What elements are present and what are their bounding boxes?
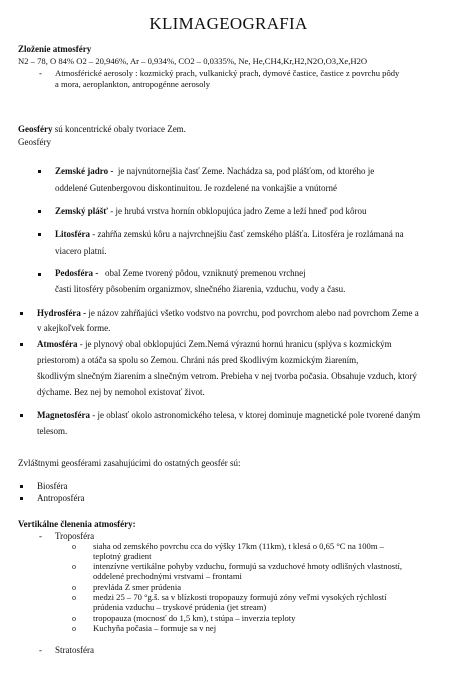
special-item-anthroposphere: Antroposféra bbox=[37, 493, 85, 503]
circle-bullet: o bbox=[72, 593, 76, 602]
tropo-item: Kuchyňa počasia – formuje sa v nej bbox=[93, 623, 217, 633]
gas-composition: N2 – 78, O 84% O2 – 20,946%, Ar – 0,934%, CO2 – 0,0335%, Ne, He,CH4,Kr,H2,N2O,O3,Xe,H2O bbox=[18, 56, 368, 66]
item-text: - zahŕňa zemskú kôru a najvrchnejšiu časť zemského plášťa. Litosféra je rozlámaná na bbox=[92, 229, 404, 239]
item-term: Hydrosféra - bbox=[37, 308, 87, 318]
list-item bbox=[55, 206, 366, 217]
bullet-square bbox=[20, 497, 23, 500]
circle-bullet: o bbox=[72, 583, 76, 592]
tropo-item-continuation: oddelené prechodnými vrstvami – frontami bbox=[93, 571, 242, 581]
item-term: Atmosféra bbox=[37, 339, 78, 349]
list-dash: - bbox=[39, 531, 42, 541]
tropo-item: prevláda Z smer prúdenia bbox=[93, 582, 182, 592]
bullet-square bbox=[38, 233, 41, 236]
item-text: je názov zahŕňajúci všetko vodstvo na povrchu, pod povrchom alebo nad povrchom Zeme a bbox=[88, 308, 419, 318]
list-item-continuation: časti litosféry pôsobením organizmov, slnečného žiarenia, vzduchu, vody a času. bbox=[55, 284, 346, 294]
list-dash: - bbox=[39, 645, 42, 655]
tropo-item-continuation: prúdenia vzduchu – tryskové prúdenia (jet stream) bbox=[93, 602, 267, 612]
item-term: Zemský plášť bbox=[55, 206, 108, 216]
aerosol-line-1: Atmosférické aerosoly : kozmický prach, vulkanický prach, dymové častice, častice z povrchu pôdy bbox=[55, 68, 400, 78]
special-geospheres-text: Zvláštnymi geosférami zasahujúcimi do ostatných geosfér sú: bbox=[18, 458, 241, 468]
geospheres-label: Geosféry bbox=[18, 137, 51, 147]
bullet-square bbox=[20, 485, 23, 488]
bullet-square bbox=[20, 343, 23, 346]
list-item-continuation: dýchame. Bez nej by nemohol existovať život. bbox=[37, 387, 205, 397]
item-term: Zemské jadro - bbox=[55, 166, 114, 176]
list-item-continuation: telesom. bbox=[37, 426, 68, 436]
bullet-square bbox=[38, 210, 41, 213]
list-item bbox=[55, 268, 306, 279]
geospheres-intro-text: sú koncentrické obaly tvoriace Zem. bbox=[54, 124, 186, 134]
vertical-division-heading: Vertikálne členenia atmosféry: bbox=[18, 519, 136, 529]
list-item-continuation: škodlivým slnečným žiarením a slnečným vetrom. Prebieha v nej tvorba počasia. Obsahuje vzduch, ktorý bbox=[37, 371, 417, 381]
stratosphere-label: Stratosféra bbox=[55, 645, 94, 655]
list-item bbox=[37, 410, 420, 421]
tropo-item-continuation: teplotný gradient bbox=[93, 551, 152, 561]
circle-bullet: o bbox=[72, 624, 76, 633]
item-text: obal Zeme tvorený pôdou, vzniknutý premenou vrchnej bbox=[104, 268, 306, 278]
item-term: Pedosféra - bbox=[55, 268, 99, 278]
page-title: KLIMAGEOGRAFIA bbox=[149, 14, 308, 33]
item-term: Magnetosféra bbox=[37, 410, 90, 420]
tropo-item: intenzívne vertikálne pohyby vzduchu, formujú sa vzduchové hmoty odlišných vlastností, bbox=[93, 561, 403, 571]
troposphere-label: Troposféra bbox=[55, 531, 95, 541]
list-item-continuation: priestorom) a otáča sa spolu so Zemou. Chráni nás pred škodlivým kozmickým žiarením, bbox=[37, 355, 359, 365]
tropo-item: medzi 25 – 70 °g.š. sa v blízkosti tropopauzy formujú zóny veľmi vysokých rýchlostí bbox=[93, 592, 387, 602]
special-item-biosphere: Biosféra bbox=[37, 481, 68, 491]
geospheres-intro-term: Geosféry bbox=[18, 124, 53, 134]
list-dash: - bbox=[39, 68, 42, 78]
list-item bbox=[37, 308, 419, 319]
geospheres-intro bbox=[18, 124, 186, 135]
bullet-square bbox=[38, 170, 41, 173]
list-item bbox=[55, 229, 404, 240]
bullet-square bbox=[20, 414, 23, 417]
item-term: Litosféra bbox=[55, 229, 90, 239]
item-text: - je hrubá vrstva hornín obklopujúca jadro Zeme a leží hneď pod kôrou bbox=[110, 206, 367, 216]
bullet-square bbox=[38, 273, 41, 276]
item-text: - je plynový obal obklopujúci Zem.Nemá výraznú hornú hranicu (splýva s kozmickým bbox=[79, 339, 392, 349]
tropo-item: siaha od zemského povrchu cca do výšky 17km (11km), t klesá o 0,65 °C na 100m – bbox=[93, 541, 384, 551]
circle-bullet: o bbox=[72, 542, 76, 551]
tropo-item: tropopauza (mocnosť do 1,5 km), t stúpa – inverzia teploty bbox=[93, 613, 296, 623]
item-text: je najvnútornejšia časť Zeme. Nachádza sa, pod plášťom, od ktorého je bbox=[117, 166, 375, 176]
composition-heading: Zloženie atmosféry bbox=[18, 44, 92, 54]
bullet-square bbox=[20, 312, 23, 315]
circle-bullet: o bbox=[72, 614, 76, 623]
item-text: - je oblasť okolo astronomického telesa, v ktorej dominuje magnetické pole tvorené daným bbox=[92, 410, 421, 420]
list-item bbox=[55, 166, 374, 177]
list-item bbox=[37, 339, 392, 350]
aerosol-line-2: a mora, aeroplankton, antropogénne aerosoly bbox=[55, 79, 211, 89]
circle-bullet: o bbox=[72, 562, 76, 571]
list-item-continuation: oddelené Gutenbergovou diskontinuitou. Je rozdelené na vonkajšie a vnútorné bbox=[55, 183, 338, 193]
list-item-continuation: v akejkoľvek forme. bbox=[37, 323, 111, 333]
list-item-continuation: viacero platní. bbox=[55, 246, 107, 256]
